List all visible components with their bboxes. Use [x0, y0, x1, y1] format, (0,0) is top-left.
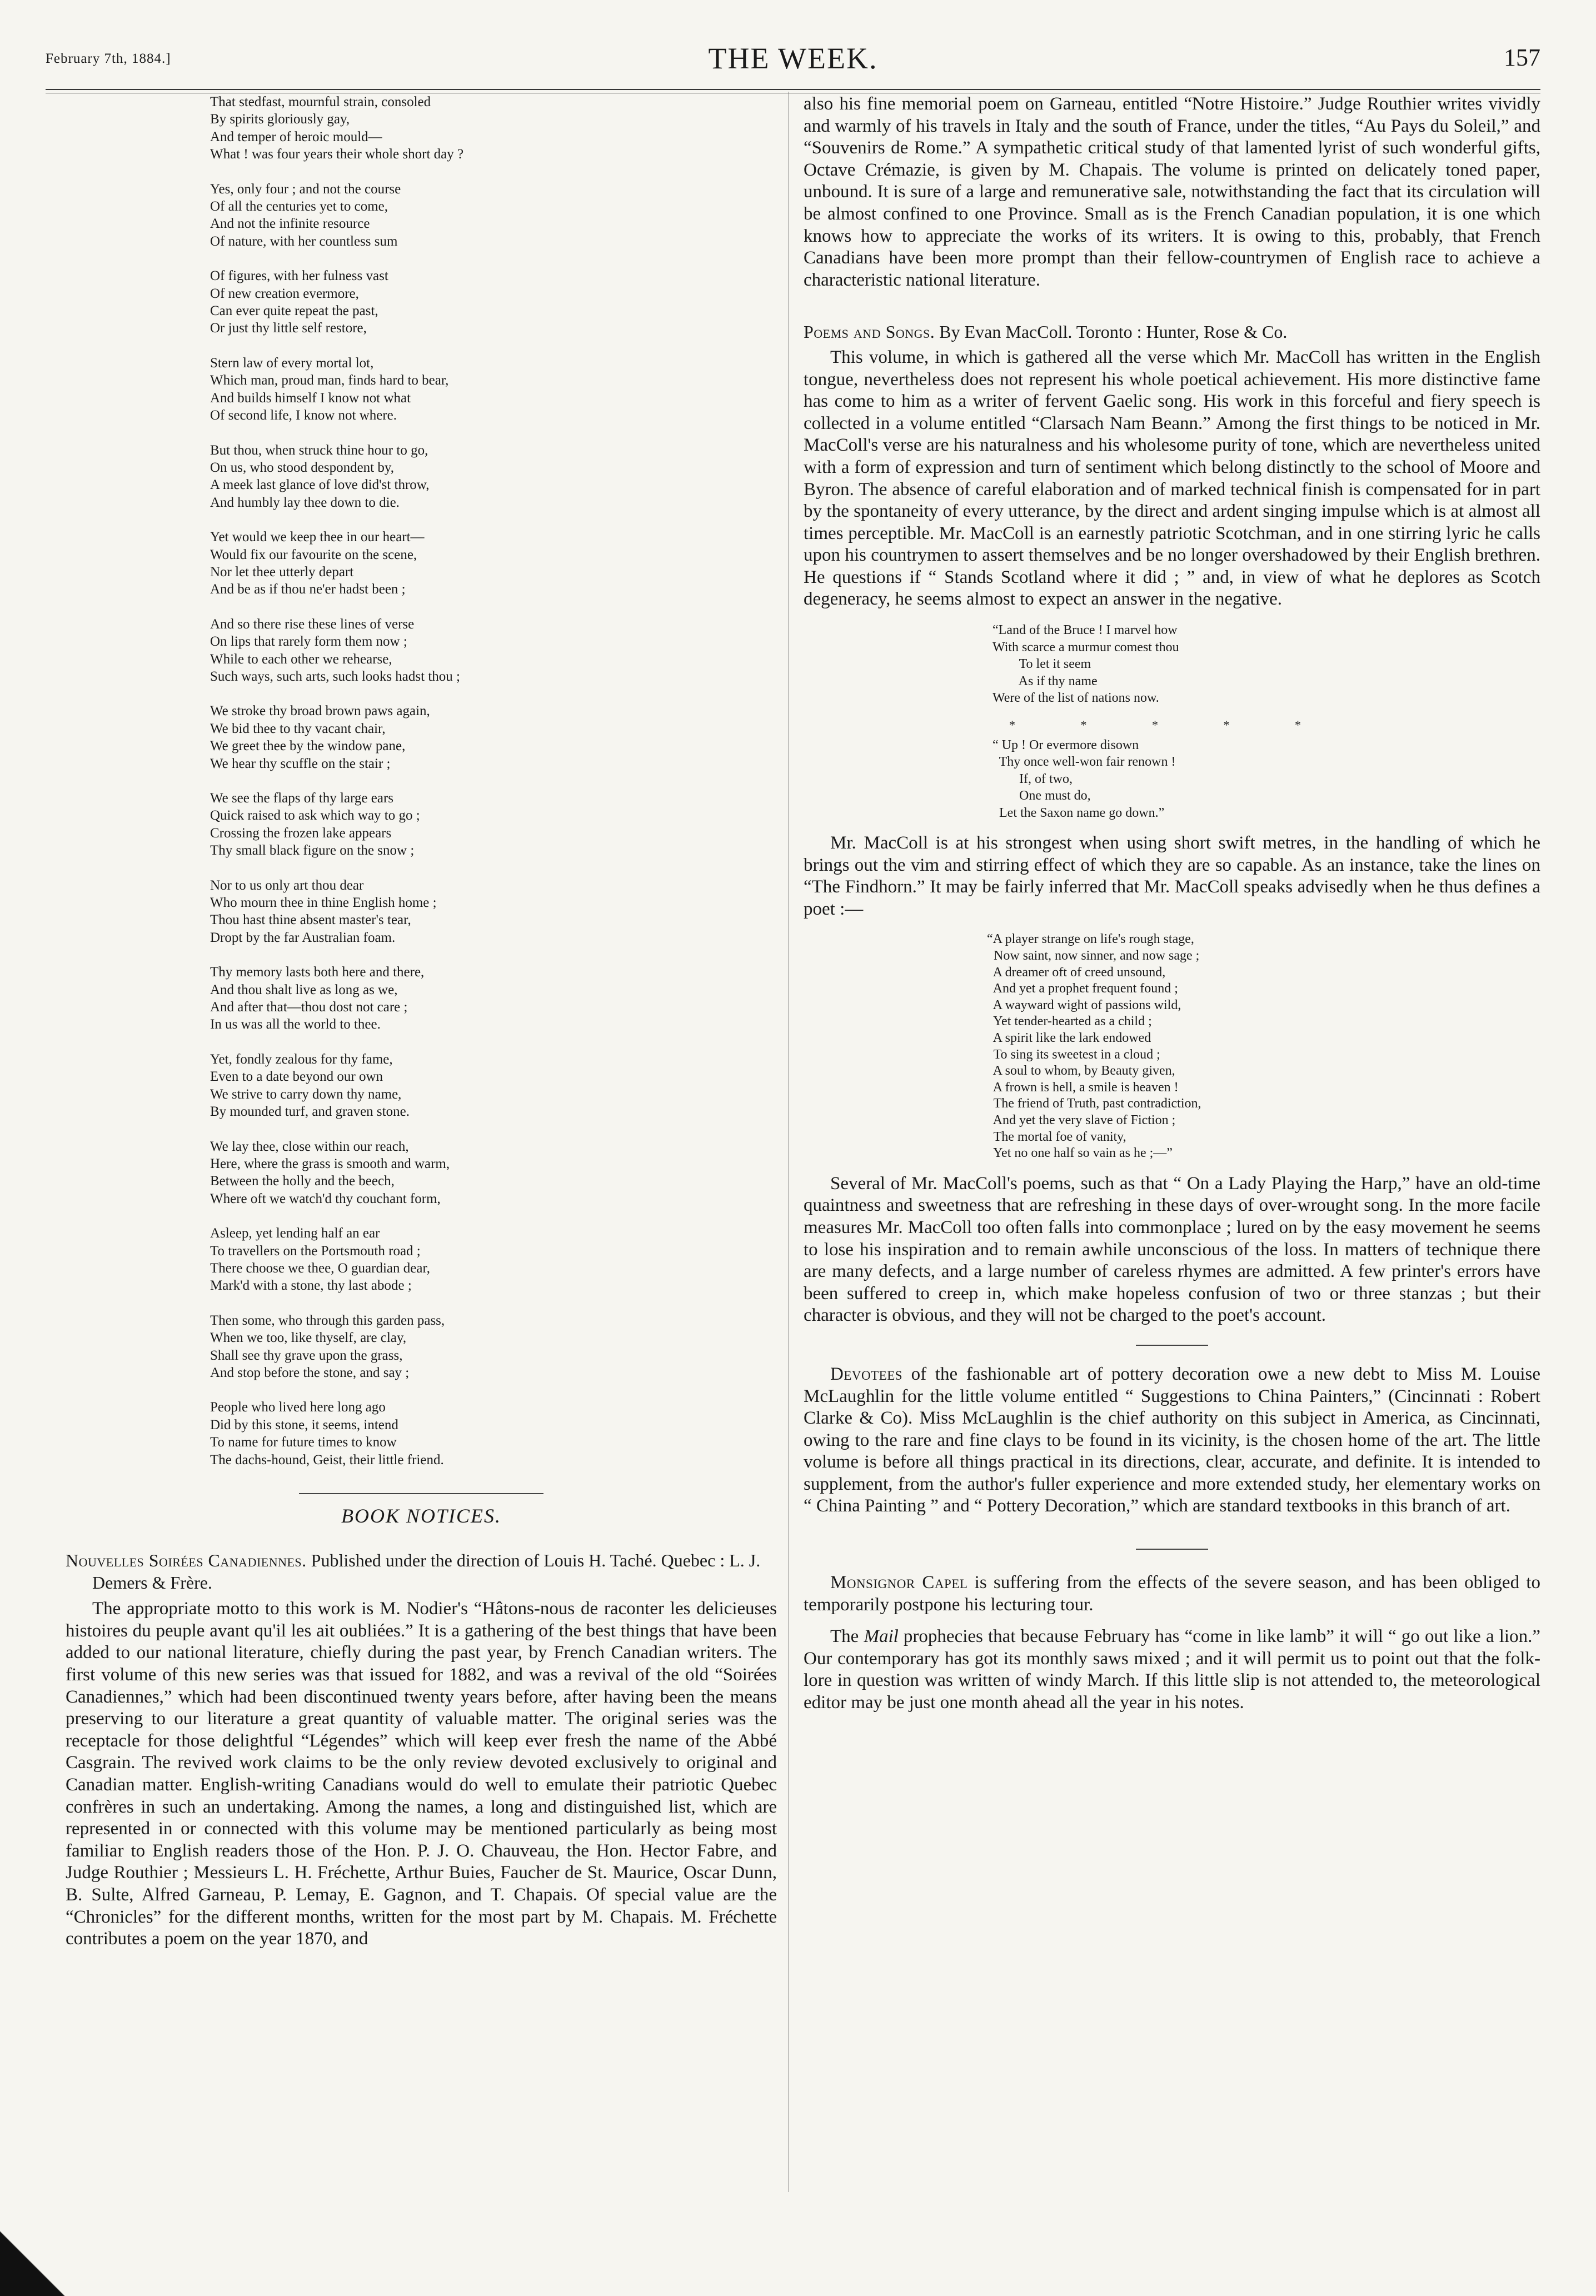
poem-line: And so there rise these lines of verse — [210, 616, 415, 632]
poem-stanza — [210, 702, 777, 772]
verse-line: A frown is hell, a smile is heaven ! — [987, 1080, 1179, 1095]
poem-line: Yet, fondly zealous for thy fame, — [210, 1051, 393, 1067]
poem-line: Such ways, such arts, such looks hadst thou ; — [210, 668, 460, 684]
divider-rule-1 — [1136, 1345, 1208, 1346]
verse-line: Were of the list of nations now. — [992, 691, 1159, 706]
verse-line: One must do, — [992, 788, 1091, 803]
mail-text-a: The — [830, 1626, 864, 1647]
poem-line: We bid thee to thy vacant chair, — [210, 721, 386, 736]
poem-stanza — [210, 442, 777, 512]
poem-line: On lips that rarely form them now ; — [210, 634, 407, 650]
verse-line: A wayward wight of passions wild, — [987, 997, 1181, 1012]
verse-line: A spirit like the lark endowed — [987, 1031, 1151, 1045]
mail-title: Mail — [864, 1626, 899, 1647]
poem-stanza — [210, 93, 777, 163]
poem-stanza — [210, 1138, 777, 1208]
poem-stanza — [210, 790, 777, 860]
poem-line: And stop before the stone, and say ; — [210, 1365, 410, 1380]
poem-line: A meek last glance of love did'st throw, — [210, 477, 430, 493]
poem-line: Mark'd with a stone, thy last abode ; — [210, 1278, 412, 1294]
poem-line: Even to a date beyond our own — [210, 1069, 383, 1085]
verse-line: To let it seem — [992, 657, 1091, 672]
verse-line: Let the Saxon name go down.” — [992, 805, 1165, 820]
poem-line: Thy memory lasts both here and there, — [210, 965, 425, 980]
capel-text: is suffering from the effects of the severe season, and has been obliged to temporarily postpone his lecturing tour. — [804, 1573, 1540, 1615]
poem-stanza — [210, 1399, 777, 1469]
notice-heading — [66, 1550, 777, 1594]
poem-line: Where oft we watch'd thy couchant form, — [210, 1191, 441, 1206]
poem-stanza — [210, 616, 777, 686]
verse-line: “Land of the Bruce ! I marvel how — [992, 623, 1178, 638]
issue-date: February 7th, 1884.] — [46, 51, 171, 66]
verse-line: And yet the very slave of Fiction ; — [987, 1112, 1176, 1127]
poem-line: Did by this stone, it seems, intend — [210, 1417, 398, 1432]
poem-line: To name for future times to know — [210, 1435, 397, 1450]
header-rule — [46, 89, 1540, 90]
poems-paragraph-1: This volume, in which is gathered all the verse which Mr. MacColl has written in the English tongue, nevertheless does not represent his whole poetical achievement. His more distinctive fame has come to him as a writer of fervent Gaelic song. His work in this forceful and fiery speech is collected in a volume entitled “Clarsach Nam Beann.” Among the first things to be noticed in Mr. MacColl's verse are his naturalness and his wholesome purity of tone, which are nevertheless united with a form of expression and turn of sentiment which belong distinctly to the school of Moore and Byron. The absence of careful elaboration and of marked technical finish is compensated for in part by the spontaneity of every utterance, by the direct and ardent singing impulse which is at almost all times perceptible. Mr. MacColl is an earnestly patriotic Scotchman, and in one stirring lyric he calls upon his countrymen to assert themselves and be no longer overshadowed by their English brethren. He questions if “ Stands Scotland where it did ; ” and, in view of what he deplores as Scotch degeneracy, he seems almost to expect an answer in the negative. — [804, 347, 1540, 610]
poem-line: Can ever quite repeat the past, — [210, 303, 378, 319]
poem-line: Would fix our favourite on the scene, — [210, 547, 417, 562]
masthead-title: THE WEEK. — [708, 42, 878, 75]
verse-line: With scarce a murmur comest thou — [992, 640, 1179, 655]
verse-line: Thy once well-won fair renown ! — [992, 755, 1176, 770]
poems-title: Poems and Songs. — [804, 322, 935, 342]
poem-line: By mounded turf, and graven stone. — [210, 1104, 410, 1120]
quoted-verse-2 — [992, 737, 1540, 822]
poem-line: To travellers on the Portsmouth road ; — [210, 1243, 421, 1259]
pottery-text: of the fashionable art of pottery decoration owe a new debt to Miss M. Louise McLaughlin for the little volume entitled “ Suggestions to China Painters,” (Cincinnati : Robert Clarke & Co). Miss McLaughlin is the chief authority on this subject in America, as Cincinnati, owing to the rare and fine clays to be found in its vicinity, is the chosen home of the art. The little volume is before all things practical in its directions, clear, accurate, and definite. It is intended to supplement, from the author's fuller experience and more extended study, her elementary works on “ China Painting ” and “ Pottery Decoration,” which are standard textbooks in this branch of art. — [804, 1364, 1540, 1516]
poem-line: We strive to carry down thy name, — [210, 1086, 402, 1102]
poem-line: We lay thee, close within our reach, — [210, 1139, 409, 1154]
poem-stanza — [210, 181, 777, 251]
poem-line: Between the holly and the beech, — [210, 1174, 395, 1189]
poem-line: While to each other we rehearse, — [210, 651, 392, 667]
poem-stanza — [210, 1312, 777, 1382]
poem-line: What ! was four years their whole short day ? — [210, 147, 464, 162]
verse-line: Now saint, now sinner, and now sage ; — [987, 949, 1200, 964]
poem-stanza — [210, 528, 777, 598]
verse-line: Yet no one half so vain as he ;—” — [987, 1146, 1173, 1161]
poem-line: That stedfast, mournful strain, consoled — [210, 94, 431, 109]
verse-line: “ Up ! Or evermore disown — [992, 737, 1139, 752]
poem-stanza — [210, 1051, 777, 1121]
verse-line: As if thy name — [992, 673, 1098, 688]
poem-line: Nor to us only art thou dear — [210, 877, 364, 893]
poems-heading — [804, 321, 1540, 343]
poems-publisher: By Evan MacColl. Toronto : Hunter, Rose & Co. — [939, 322, 1288, 342]
section-rule — [299, 1493, 543, 1494]
divider-rule-2 — [1136, 1549, 1208, 1550]
poem-line: In us was all the world to thee. — [210, 1017, 381, 1032]
poem-line: Then some, who through this garden pass, — [210, 1312, 445, 1328]
verse-line: And yet a prophet frequent found ; — [987, 981, 1178, 996]
poem-line: Shall see thy grave upon the grass, — [210, 1347, 403, 1363]
quoted-verse-3 — [987, 931, 1540, 1161]
poem-line: Of second life, I know not where. — [210, 408, 397, 423]
verse-line: The mortal foe of vanity, — [987, 1129, 1126, 1144]
verse-line: To sing its sweetest in a cloud ; — [987, 1047, 1160, 1062]
poem-line: We stroke thy broad brown paws again, — [210, 703, 430, 719]
verse-line: If, of two, — [992, 771, 1073, 786]
notice-body: The appropriate motto to this work is M. Nodier's “Hâtons-nous de raconter les delicieuses histoires du peuple avant qu'il les ait oubliées.” It is a gathering of the best things that have been added to our national literature, chiefly during the past year, by French Canadian writers. The first volume of this new series was that issued for 1882, and was a revival of the old “Soirées Canadiennes,” which had been discontinued twenty years before, after having been the means preserving to our literature a great quantity of valuable matter. The original series was the receptacle for those delightful “Légendes” which will keep ever fresh the name of the Abbé Casgrain. The revived work claims to be the only review devoted exclusively to original and Canadian matter. English-writing Canadians would do well to emulate their patriotic Quebec confrères in such an undertaking. Among the names, a long and distinguished list, which are represented in or connected with this volume may be mentioned particularly as being most familiar to English readers those of the Hon. P. J. O. Chauveau, the Hon. Hector Fabre, and Judge Routhier ; Messieurs L. H. Fréchette, Arthur Buies, Faucher de St. Maurice, Oscar Dunn, B. Sulte, Alfred Garneau, P. Lemay, E. Gagnon, and T. Chapais. Of special value are the “Chronicles” for the different months, written for the most part by M. Chapais. M. Fréchette contributes a poem on the year 1870, and — [66, 1599, 777, 1949]
pottery-notice — [804, 1364, 1540, 1518]
poem-line: Thy small black figure on the snow ; — [210, 843, 415, 858]
poem-line: The dachs-hound, Geist, their little friend. — [210, 1452, 444, 1468]
poem-line: Stern law of every mortal lot, — [210, 355, 374, 371]
poem-line: Of nature, with her countless sum — [210, 233, 398, 249]
section-title: BOOK NOTICES. — [341, 1505, 502, 1527]
mail-text-b: prophecies that because February has “come in like lamb” it will “ go out like a lion.” Our contemporary has got its monthly saws mixed ; and it will permit us to point out that the folk-lore in question was written of windy March. If this little slip is not attended to, the meteorological editor may be just one month ahead all the year in his notes. — [804, 1626, 1540, 1713]
poem-line: Of new creation evermore, — [210, 286, 359, 301]
verse-line: A soul to whom, by Beauty given, — [987, 1064, 1175, 1079]
verse-line: “A player strange on life's rough stage, — [987, 932, 1194, 947]
poem-stanza — [210, 1225, 777, 1295]
poem-line: When we too, like thyself, are clay, — [210, 1330, 407, 1346]
poem-line: Yet would we keep thee in our heart— — [210, 530, 425, 545]
page-number: 157 — [1504, 44, 1540, 71]
poems-paragraph-2: Mr. MacColl is at his strongest when using short swift metres, in the handling of which he brings out the vim and stirring effect of which they are so capable. As an instance, take the lines on “The Findhorn.” It may be fairly inferred that Mr. MacColl speaks advisedly when he thus defines a poet :— — [804, 833, 1540, 919]
quoted-verse-1 — [992, 622, 1540, 707]
poem-line: And builds himself I know not what — [210, 390, 411, 406]
poem-stanza — [210, 877, 777, 947]
poem-line: And be as if thou ne'er hadst been ; — [210, 582, 406, 597]
poem-line: Yes, only four ; and not the course — [210, 181, 401, 197]
poem-line: Quick raised to ask which way to go ; — [210, 808, 420, 823]
poem-line: We greet thee by the window pane, — [210, 738, 406, 754]
poem-stanza — [210, 267, 777, 337]
poem-line: Of all the centuries yet to come, — [210, 199, 388, 214]
poem-line: Thou hast thine absent master's tear, — [210, 912, 411, 928]
poem-line: Or just thy little self restore, — [210, 321, 367, 336]
poem-line: Asleep, yet lending half an ear — [210, 1226, 380, 1241]
poem-line: And thou shalt live as long as we, — [210, 982, 398, 997]
poem-line: And temper of heroic mould— — [210, 129, 382, 144]
notice-publisher: Published under the direction of Louis H. Taché. Quebec : L. J. Demers & Frère. — [92, 1550, 761, 1593]
capel-lead: Monsignor Capel — [830, 1573, 968, 1593]
verse-line: A dreamer oft of creed unsound, — [987, 965, 1166, 980]
poem-line: Nor let thee utterly depart — [210, 564, 354, 580]
capel-notice — [804, 1572, 1540, 1616]
poem-line: By spirits gloriously gay, — [210, 112, 350, 127]
poem-line: Here, where the grass is smooth and warm, — [210, 1156, 450, 1171]
notice-continued: also his fine memorial poem on Garneau, entitled “Notre Histoire.” Judge Routhier writes vividly and warmly of his travels in Italy and the south of France, under the titles, “Au Pays du Soleil,” and “Souvenirs de Rome.” A sympathetic critical study of that lamented lyrist of such wonderful gifts, Octave Crémazie, is given by M. Chapais. The volume is printed on delicately toned paper, unbound. It is sure of a large and remunerative sale, notwithstanding the fact that its circulation will be almost confined to one Province. Small as is the French Canadian population, it is one which knows how to appreciate the works of its writers. It is owing to this, probably, that French Canadians have been more prompt than their fellow-countrymen of English race to achieve a characteristic national literature. — [804, 94, 1540, 290]
poem-line: Crossing the frozen lake appears — [210, 825, 392, 841]
poem-line: Dropt by the far Australian foam. — [210, 930, 396, 945]
poem-line: People who lived here long ago — [210, 1400, 386, 1415]
poem-line: Of figures, with her fulness vast — [210, 268, 388, 284]
poem-line: We see the flaps of thy large ears — [210, 791, 394, 806]
poem-line: We hear thy scuffle on the stair ; — [210, 756, 391, 771]
poem-line: Who mourn thee in thine English home ; — [210, 895, 437, 911]
pottery-lead: Devotees — [830, 1364, 903, 1384]
right-column — [804, 93, 1540, 1714]
poem-line: And not the infinite resource — [210, 216, 370, 232]
poem-geist — [66, 93, 777, 1469]
verse-line: Yet tender-hearted as a child ; — [987, 1014, 1152, 1029]
poems-paragraph-3: Several of Mr. MacColl's poems, such as that “ On a Lady Playing the Harp,” have an old-time quaintness and sweetness that are refreshing in these days of over-wrought song. In the more facile measures Mr. MacColl too often falls into commonplace ; lured on by the easy movement he seems to lose his inspiration and to remain awhile unconscious of the loss. In matters of technique there are many defects, and a large number of careless rhymes are admitted. A few printer's errors have been suffered to creep in, which make hopeless confusion of two or three stanzas ; but their character is obvious, and they will not be charged to the poet's account. — [804, 1173, 1540, 1326]
left-column — [66, 93, 777, 1950]
poem-line: And after that—thou dost not care ; — [210, 1000, 408, 1015]
mail-notice — [804, 1626, 1540, 1714]
poem-line: There choose we thee, O guardian dear, — [210, 1260, 431, 1276]
poem-line: On us, who stood despondent by, — [210, 460, 395, 475]
poem-line: And humbly lay thee down to die. — [210, 495, 400, 510]
poem-line: But thou, when struck thine hour to go, — [210, 442, 428, 458]
poem-stanza — [210, 964, 777, 1034]
verse-line: The friend of Truth, past contradiction, — [987, 1096, 1201, 1111]
page-header — [46, 43, 1540, 82]
poem-stanza — [210, 355, 777, 425]
poem-line: Which man, proud man, finds hard to bear, — [210, 373, 449, 388]
notice-title: Nouvelles Soirées Canadiennes. — [66, 1550, 307, 1570]
page-corner-shadow — [0, 2229, 67, 2296]
verse-separator: * * * * * — [1009, 717, 1332, 732]
